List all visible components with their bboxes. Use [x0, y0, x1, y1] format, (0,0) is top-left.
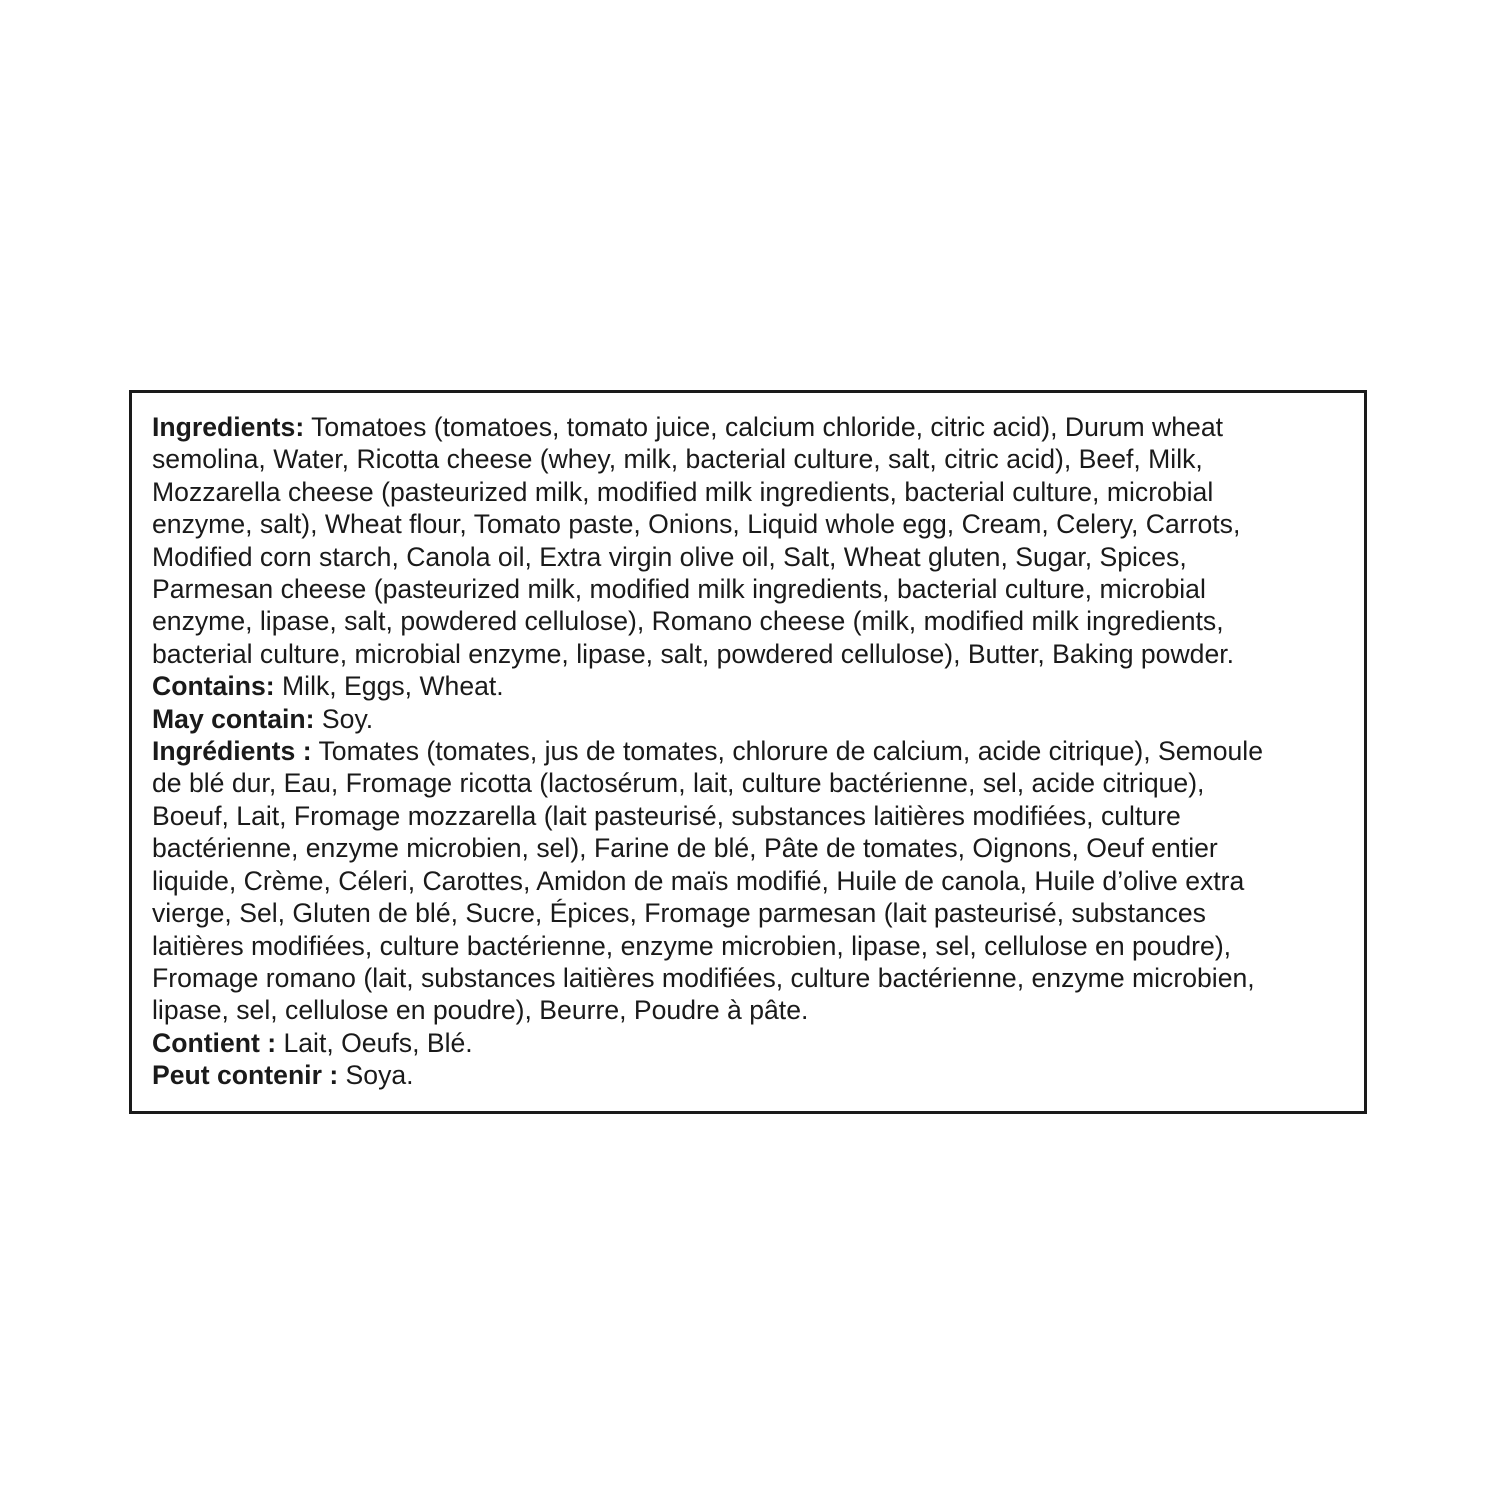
en-contains-line	[152, 670, 1344, 702]
fr-ingredients-line-9: lipase, sel, cellulose en poudre), Beurre, Poudre à pâte.	[152, 995, 809, 1026]
en-ingredients-line-4: enzyme, salt), Wheat flour, Tomato paste, Onions, Liquid whole egg, Cream, Celery, Carrots,	[152, 509, 1241, 540]
fr-ingredients-line-3: Boeuf, Lait, Fromage mozzarella (lait pasteurisé, substances laitières modifiées, culture	[152, 800, 1181, 831]
en-ingredients-line-6: Parmesan cheese (pasteurized milk, modified milk ingredients, bacterial culture, microbial	[152, 574, 1206, 605]
fr-ingredients-text: Tomates (tomates, jus de tomates, chlorure de calcium, acide citrique), Semoule	[311, 736, 1263, 767]
en-ingredients-line-2: semolina, Water, Ricotta cheese (whey, milk, bacterial culture, salt, citric acid), Beef, Milk,	[152, 444, 1203, 475]
en-ingredients-line-7: enzyme, lipase, salt, powdered cellulose), Romano cheese (milk, modified milk ingredients,	[152, 606, 1224, 637]
en-ingredients-heading: Ingredients:	[152, 412, 305, 442]
fr-ingredients-heading: Ingrédients :	[152, 736, 312, 767]
fr-ingredients-line-5: liquide, Crème, Céleri, Carottes, Amidon de maïs modifié, Huile de canola, Huile d’olive extra	[152, 865, 1245, 896]
fr-contains-heading: Contient :	[152, 1027, 277, 1058]
fr-ingredients-line-8: Fromage romano (lait, substances laitières modifiées, culture bactérienne, enzyme microbien,	[152, 962, 1255, 993]
en-ingredients-line-1	[152, 411, 1344, 443]
fr-ingredients-line-1	[152, 735, 1344, 767]
fr-ingredients-line-7: laitières modifiées, culture bactérienne, enzyme microbien, lipase, sel, cellulose en poudre),	[152, 930, 1232, 961]
fr-ingredients-line-4: bactérienne, enzyme microbien, sel), Farine de blé, Pâte de tomates, Oignons, Oeuf entier	[152, 833, 1218, 864]
ingredients-label-box	[129, 390, 1367, 1114]
fr-contains-text: Lait, Oeufs, Blé.	[276, 1027, 473, 1058]
en-may-contain-text: Soy.	[314, 703, 374, 734]
fr-ingredients-line-2: de blé dur, Eau, Fromage ricotta (lactosérum, lait, culture bactérienne, sel, acide citrique),	[152, 768, 1205, 799]
en-ingredients-line-3: Mozzarella cheese (pasteurized milk, modified milk ingredients, bacterial culture, microbial	[152, 476, 1214, 507]
en-may-contain-heading: May contain:	[152, 703, 315, 734]
en-contains-text: Milk, Eggs, Wheat.	[274, 671, 504, 702]
fr-may-contain-heading: Peut contenir :	[152, 1060, 339, 1091]
fr-ingredients-line-6: vierge, Sel, Gluten de blé, Sucre, Épices, Fromage parmesan (lait pasteurisé, substances	[152, 898, 1206, 929]
fr-may-contain-line	[152, 1059, 1344, 1091]
en-ingredients-line-8: bacterial culture, microbial enzyme, lipase, salt, powdered cellulose), Butter, Baking powder.	[152, 638, 1235, 669]
fr-contains-line	[152, 1027, 1344, 1059]
en-may-contain-line	[152, 703, 1344, 735]
en-ingredients-line-5: Modified corn starch, Canola oil, Extra virgin olive oil, Salt, Wheat gluten, Sugar, Spices,	[152, 541, 1187, 572]
en-contains-heading: Contains:	[152, 671, 275, 702]
en-ingredients-text: Tomatoes (tomatoes, tomato juice, calcium chloride, citric acid), Durum wheat	[304, 412, 1224, 442]
fr-may-contain-text: Soya.	[338, 1060, 414, 1091]
